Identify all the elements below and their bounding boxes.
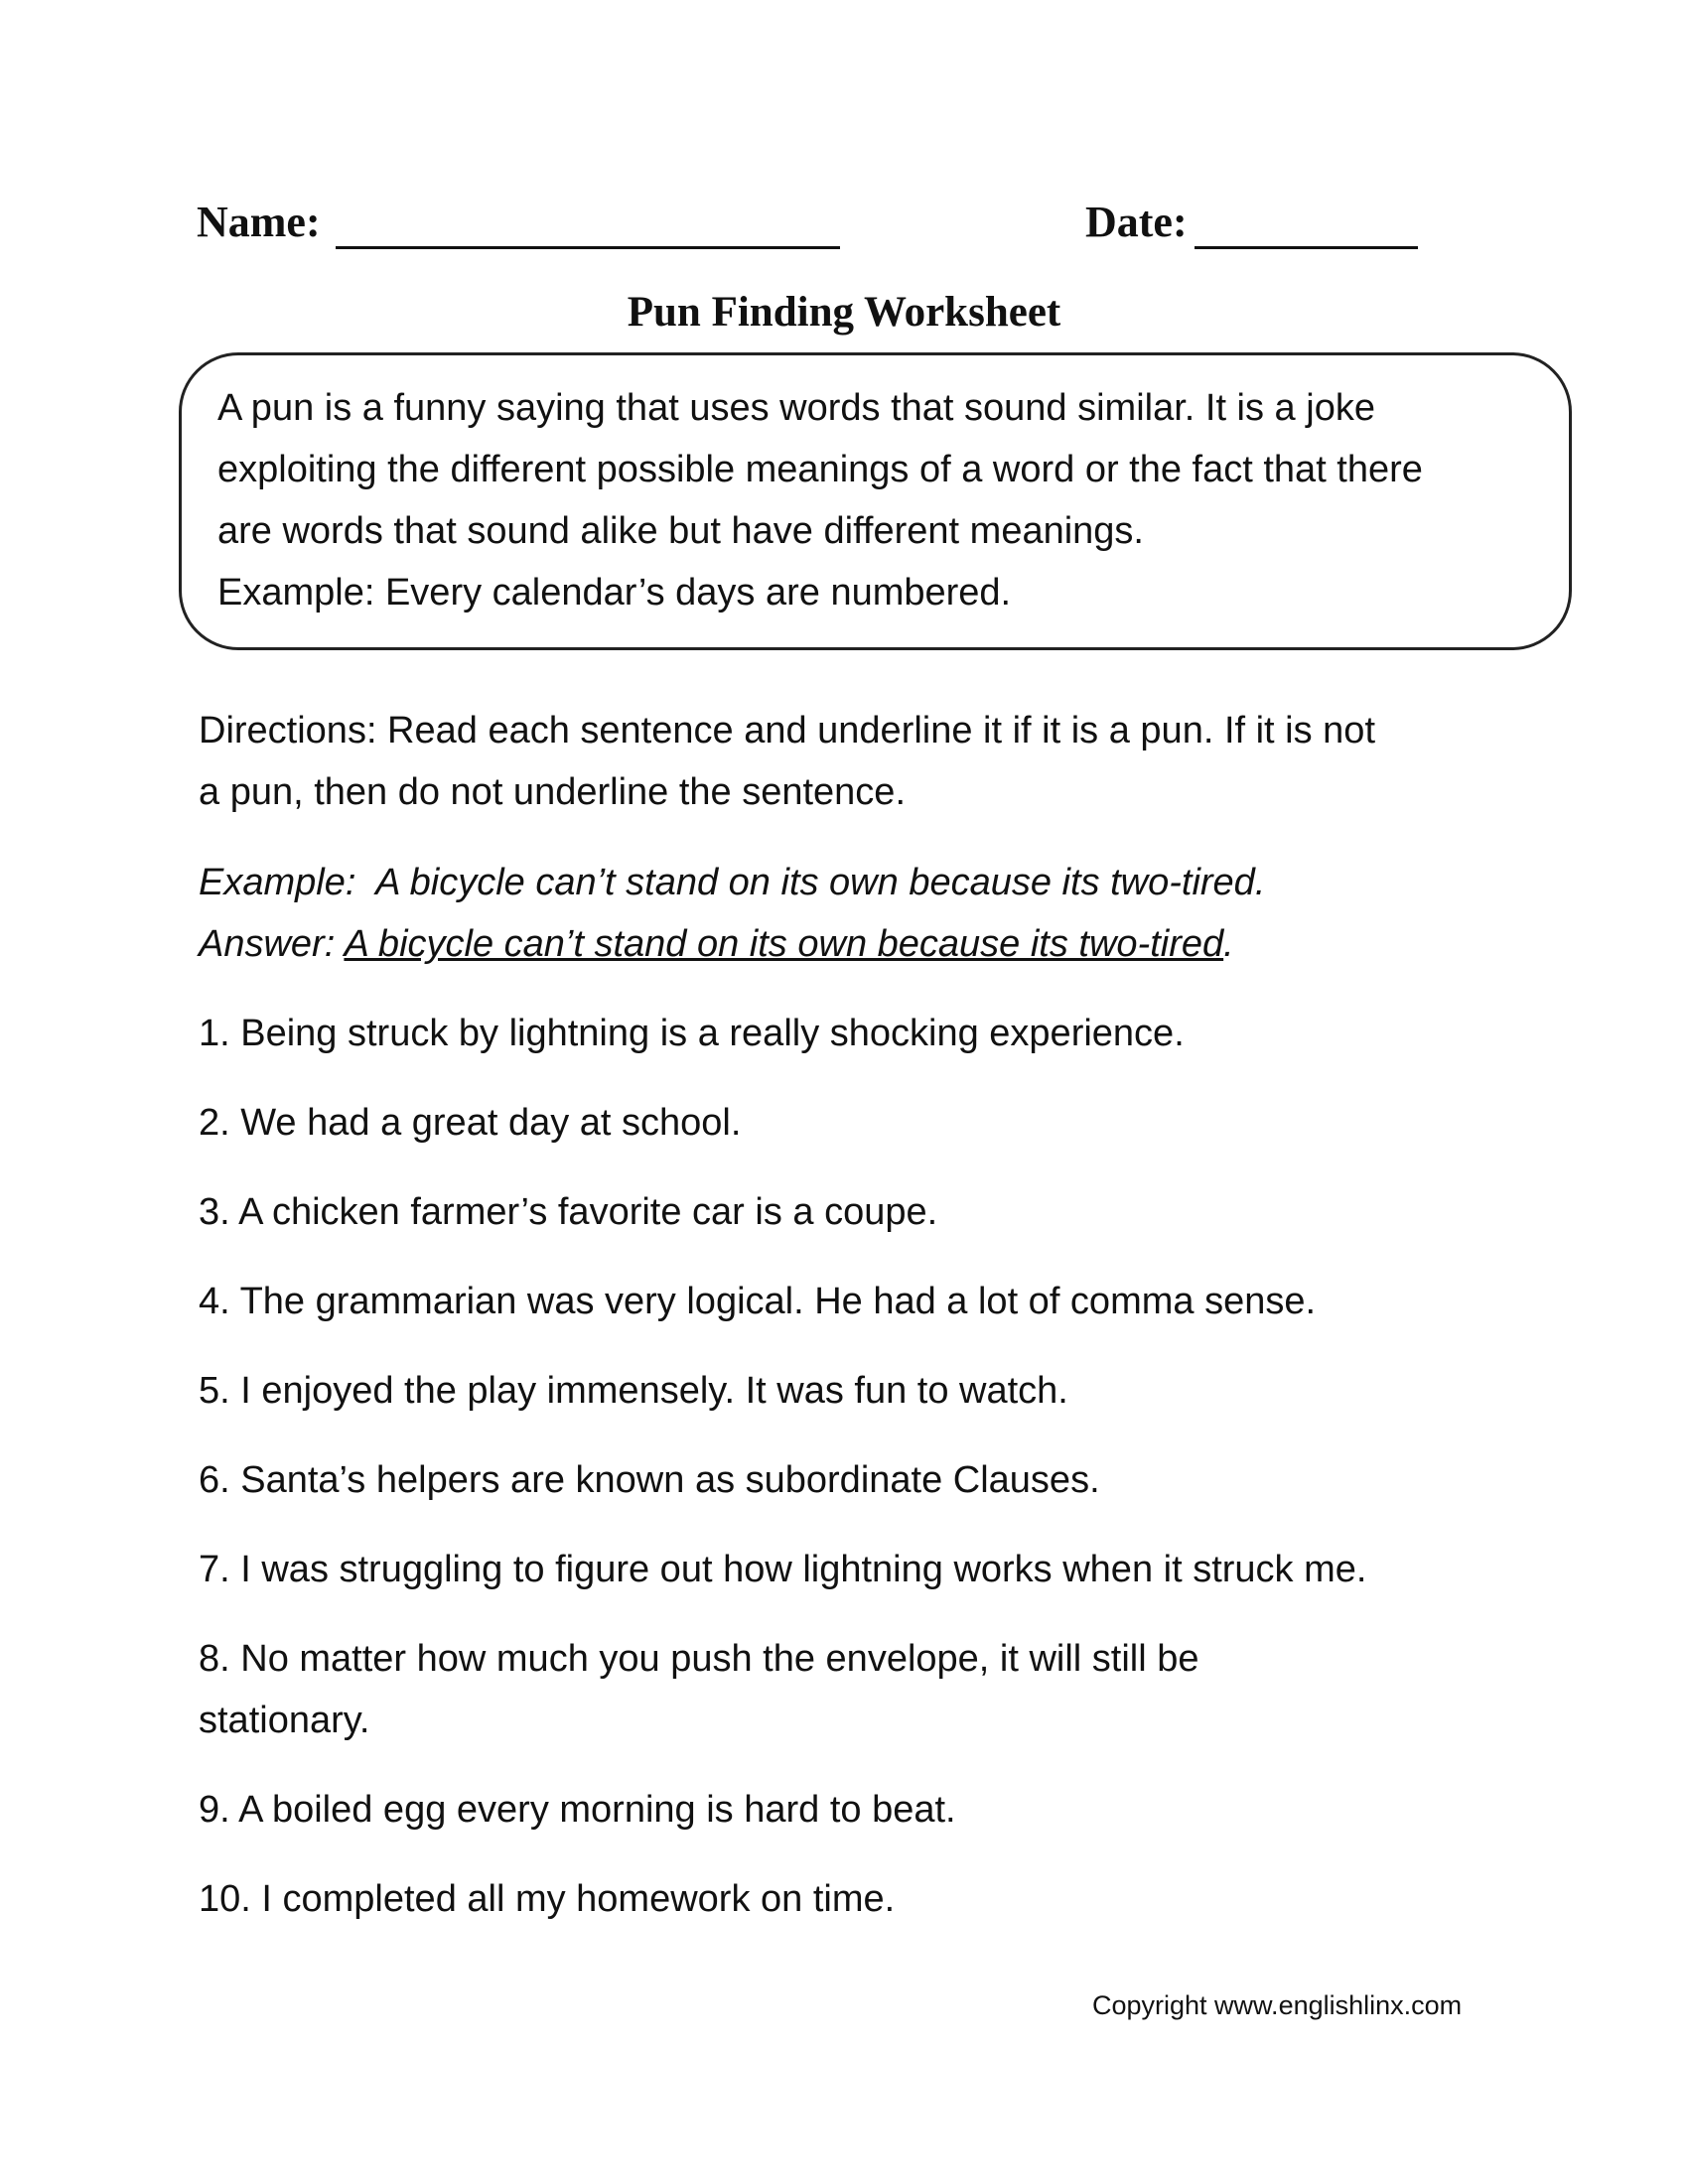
worksheet-title: Pun Finding Worksheet [627,289,1061,336]
sentence-item: 10. I completed all my homework on time. [199,1878,896,1920]
sentence-item: 5. I enjoyed the play immensely. It was fun to watch. [199,1370,1068,1412]
definition-line: exploiting the different possible meanings of a word or the fact that there [217,449,1423,490]
sentence-item: 2. We had a great day at school. [199,1102,742,1144]
sentence-item-continuation: stationary. [199,1700,370,1741]
date-blank-line [1195,246,1418,249]
definition-example: Example: Every calendar’s days are numbered. [217,572,1012,614]
definition-box [179,352,1572,650]
directions-line: Directions: Read each sentence and underline it if it is a pun. If it is not [199,710,1375,751]
sample-answer-label: Answer: [199,923,336,965]
sample-answer-period: . [1223,923,1234,965]
sample-example-text: A bicycle can’t stand on its own because its two-tired. [375,862,1266,903]
header-row [197,197,1418,256]
definition-line: A pun is a funny saying that uses words that sound similar. It is a joke [217,387,1375,429]
sentence-item: 1. Being struck by lightning is a really shocking experience. [199,1013,1185,1054]
directions [199,700,1509,823]
sentence-list [199,1003,1509,1958]
copyright-text: Copyright www.englishlinx.com [1092,1990,1463,2020]
sample-example-label: Example: [199,862,356,903]
definition-line: are words that sound alike but have different meanings. [217,510,1144,552]
sample-answer-line [199,913,1509,975]
sentence-item: 9. A boiled egg every morning is hard to beat. [199,1789,956,1831]
sample-answer-text: A bicycle can’t stand on its own because its two-tired [344,923,1224,965]
date-label: Date: [1085,198,1188,246]
sample-block [199,852,1509,975]
sentence-item: 3. A chicken farmer’s favorite car is a coupe. [199,1191,938,1233]
sentence-item: 4. The grammarian was very logical. He had a lot of comma sense. [199,1281,1317,1322]
directions-line: a pun, then do not underline the sentence. [199,771,906,813]
sample-example-line [199,852,1509,913]
sentence-item: 6. Santa’s helpers are known as subordinate Clauses. [199,1459,1100,1501]
sentence-item: 7. I was struggling to figure out how lightning works when it struck me. [199,1549,1367,1590]
sentence-item: 8. No matter how much you push the envelope, it will still be [199,1638,1199,1680]
name-blank-line [336,246,840,249]
name-label: Name: [197,198,321,246]
